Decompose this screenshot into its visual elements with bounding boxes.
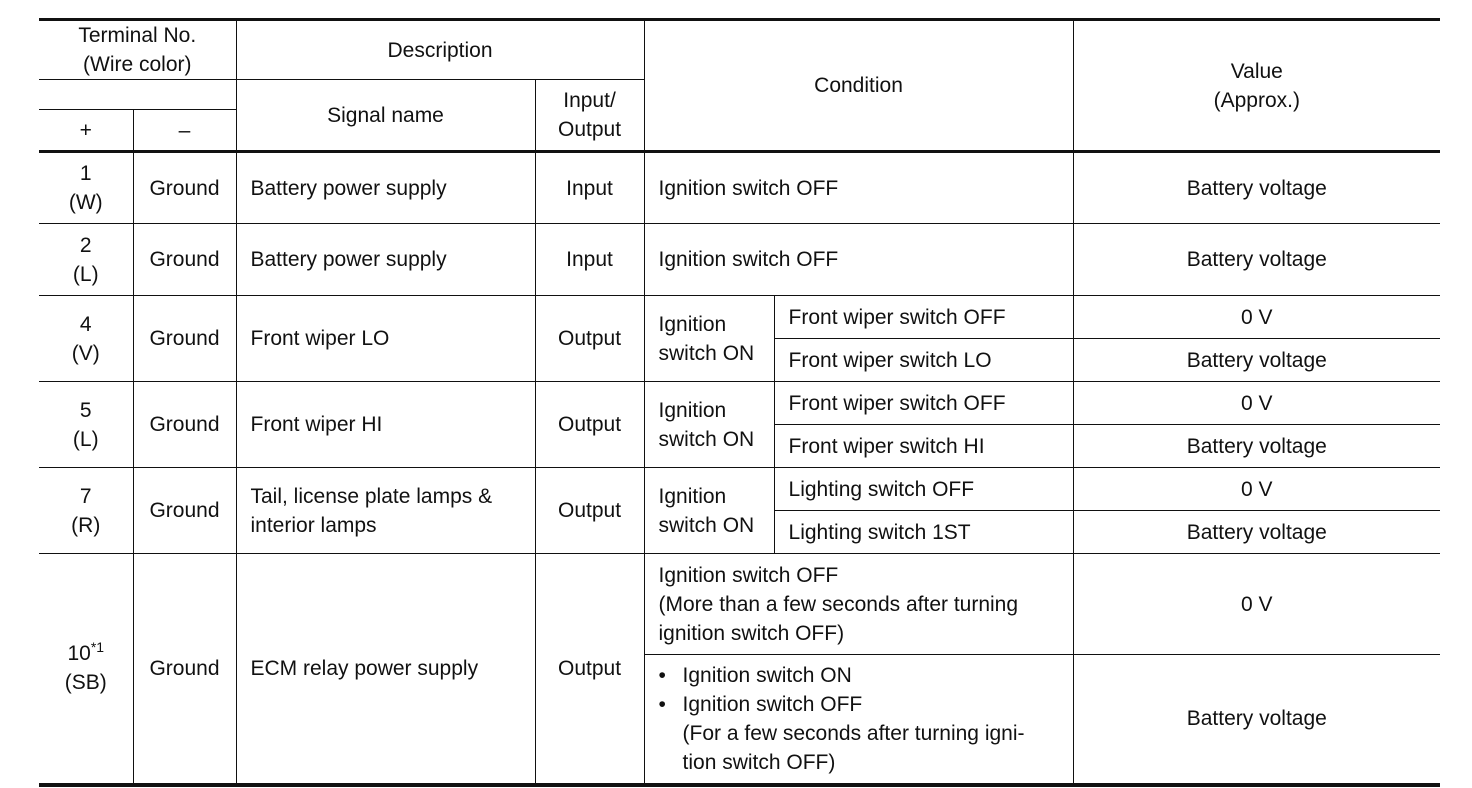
condition-cell: Ignition switch OFF <box>644 224 1073 296</box>
terminal-cell <box>39 554 133 785</box>
condition-main-cell <box>644 468 774 554</box>
wire-color: (V) <box>71 341 100 365</box>
bullet-text <box>683 690 1025 777</box>
signal-cell: Front wiper HI <box>236 382 535 468</box>
condition-line3: ignition switch OFF) <box>658 621 845 645</box>
terminal-number <box>43 639 129 668</box>
condition-main-line2: switch ON <box>658 427 755 451</box>
bullet-item <box>659 661 1059 690</box>
terminal-number: 5 <box>79 398 92 422</box>
value-cell: 0 V <box>1073 382 1440 425</box>
header-row <box>39 20 1440 80</box>
wire-color: (W) <box>68 191 103 214</box>
condition-cell <box>644 655 1073 785</box>
minus-cell: Ground <box>133 152 236 224</box>
value-cell: Battery voltage <box>1073 655 1440 785</box>
bullet-icon: • <box>658 663 666 687</box>
io-cell: Input <box>535 152 644 224</box>
bullet-icon: • <box>658 692 666 716</box>
table-row <box>39 382 1440 425</box>
condition-line1: Ignition switch OFF <box>658 563 839 587</box>
io-header-line1: Input/ <box>563 89 616 112</box>
condition-main-line1: Ignition <box>658 398 727 422</box>
condition-sub-cell: Front wiper switch OFF <box>774 382 1073 425</box>
value-cell: 0 V <box>1073 296 1440 339</box>
terminal-header-line1: Terminal No. <box>78 24 197 47</box>
io-cell: Output <box>535 554 644 785</box>
condition-main-line1: Ignition <box>658 484 727 508</box>
wire-color: (SB) <box>64 671 107 695</box>
bullet-text-line1: Ignition switch OFF <box>682 692 863 716</box>
minus-cell: Ground <box>133 382 236 468</box>
terminal-header <box>39 20 236 80</box>
table-row <box>39 554 1440 655</box>
signal-cell <box>236 468 535 554</box>
terminal-cell <box>39 382 133 468</box>
minus-cell: Ground <box>133 224 236 296</box>
signal-name-header: Signal name <box>236 80 535 152</box>
terminal-cell <box>39 152 133 224</box>
value-cell: 0 V <box>1073 468 1440 511</box>
terminal-cell <box>39 224 133 296</box>
terminal-header-spacer <box>39 80 236 110</box>
condition-main-cell <box>644 296 774 382</box>
condition-main-line1: Ignition <box>658 312 727 336</box>
bullet-text: Ignition switch ON <box>682 663 852 687</box>
plus-header: + <box>39 110 133 152</box>
io-cell: Output <box>535 468 644 554</box>
signal-cell: Front wiper LO <box>236 296 535 382</box>
value-header-line2: (Approx.) <box>1213 88 1300 112</box>
terminal-cell <box>39 296 133 382</box>
bullet-text-line3: tion switch OFF) <box>682 750 836 774</box>
condition-cell <box>644 554 1073 655</box>
signal-line1: Tail, license plate lamps & <box>250 484 493 508</box>
condition-main-cell <box>644 382 774 468</box>
table-row <box>39 296 1440 339</box>
condition-header: Condition <box>644 20 1073 152</box>
table-row <box>39 152 1440 224</box>
value-cell: Battery voltage <box>1073 224 1440 296</box>
minus-header: – <box>133 110 236 152</box>
value-cell: 0 V <box>1073 554 1440 655</box>
terminal-number: 7 <box>79 484 92 508</box>
io-header-line2: Output <box>557 118 622 141</box>
condition-sub-cell: Lighting switch OFF <box>774 468 1073 511</box>
condition-line2: (More than a few seconds after turning <box>658 592 1019 616</box>
terminal-number-text: 10 <box>67 642 91 666</box>
value-cell: Battery voltage <box>1073 425 1440 468</box>
condition-main-line2: switch ON <box>658 513 755 537</box>
minus-cell: Ground <box>133 554 236 785</box>
value-cell: Battery voltage <box>1073 152 1440 224</box>
terminal-number: 1 <box>79 162 92 185</box>
terminal-number: 4 <box>79 312 92 336</box>
value-cell: Battery voltage <box>1073 339 1440 382</box>
signal-line2: interior lamps <box>250 513 377 537</box>
terminal-table <box>39 18 1440 787</box>
wire-color: (L) <box>72 427 99 451</box>
table-row <box>39 224 1440 296</box>
io-cell: Output <box>535 296 644 382</box>
minus-cell: Ground <box>133 296 236 382</box>
condition-cell: Ignition switch OFF <box>644 152 1073 224</box>
minus-cell: Ground <box>133 468 236 554</box>
condition-sub-cell: Front wiper switch OFF <box>774 296 1073 339</box>
table-row <box>39 468 1440 511</box>
condition-main-line2: switch ON <box>658 341 755 365</box>
condition-sub-cell: Lighting switch 1ST <box>774 511 1073 554</box>
signal-cell: ECM relay power supply <box>236 554 535 785</box>
value-header-line1: Value <box>1230 59 1283 83</box>
value-cell: Battery voltage <box>1073 511 1440 554</box>
io-cell: Input <box>535 224 644 296</box>
io-header <box>535 80 644 152</box>
bullet-text-line2: (For a few seconds after turning igni- <box>682 721 1025 745</box>
terminal-cell <box>39 468 133 554</box>
signal-cell: Battery power supply <box>236 152 535 224</box>
terminal-header-line2: (Wire color) <box>83 53 192 76</box>
bullet-item <box>659 690 1059 777</box>
condition-sub-cell: Front wiper switch LO <box>774 339 1073 382</box>
terminal-number: 2 <box>79 233 92 257</box>
signal-cell: Battery power supply <box>236 224 535 296</box>
value-header <box>1073 20 1440 152</box>
wire-color: (R) <box>71 513 101 537</box>
condition-sub-cell: Front wiper switch HI <box>774 425 1073 468</box>
footnote-marker: *1 <box>90 639 105 656</box>
description-header: Description <box>236 20 644 80</box>
wire-color: (L) <box>72 262 99 286</box>
io-cell: Output <box>535 382 644 468</box>
